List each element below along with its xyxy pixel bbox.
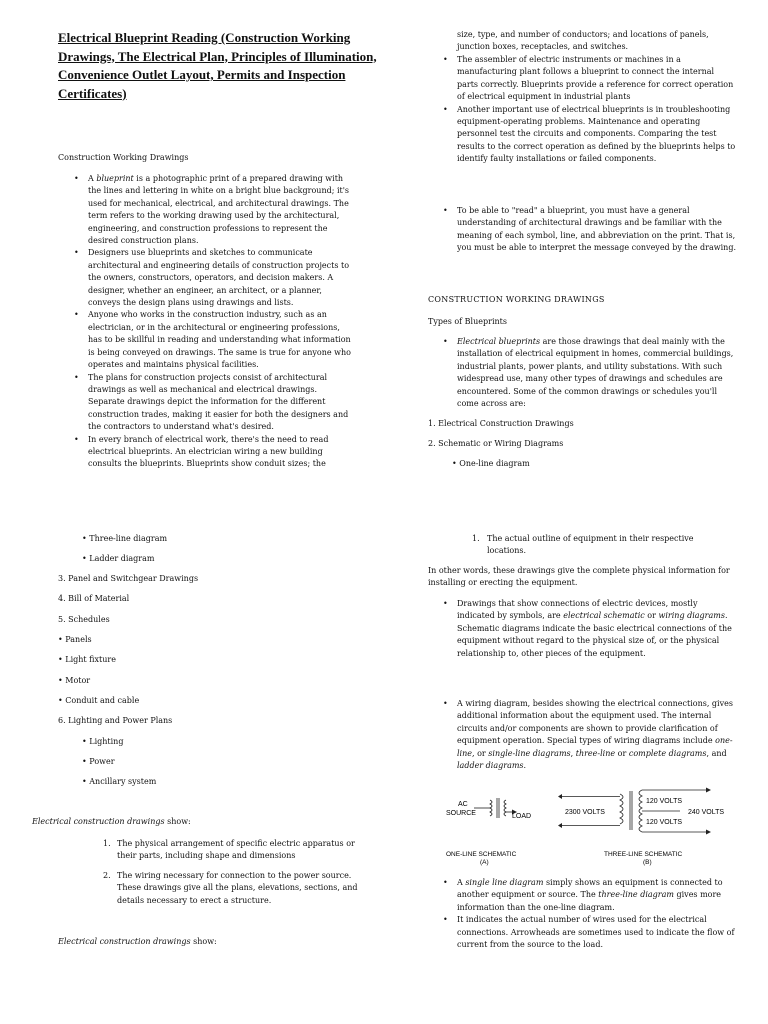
sub-item: • One-line diagram [452, 459, 530, 468]
section-heading-caps: CONSTRUCTION WORKING DRAWINGS [428, 295, 605, 304]
list-item: • In every branch of electrical work, there's the need to read electrical blueprints. An electrician wiring a new building consults the blueprints. Blueprints show conduit sizes; the [74, 434, 354, 471]
voltage-120-bottom: 120 VOLTS [646, 819, 683, 826]
numbered-num: 1. [103, 839, 111, 848]
caption-a-title: ONE-LINE SCHEMATIC [446, 851, 517, 858]
schematic-figure [440, 782, 740, 868]
list-item: • A wiring diagram, besides showing the electrical connections, gives additional information about the equipment used. The internal circuits and/or components are shown to provide clarification of equipment operation. Special types of wiring diagrams include one-line, or single-line diagrams, three-line or complete diagrams, and ladder diagrams. [443, 698, 737, 772]
caption-b-title: THREE-LINE SCHEMATIC [604, 851, 683, 858]
voltage-120-top: 120 VOLTS [646, 798, 683, 805]
numbered-item: 2. Schematic or Wiring Diagrams [428, 439, 564, 448]
numbered-num: 2. [103, 871, 111, 880]
sub-item: • Lighting [82, 737, 124, 746]
source-label: SOURCE [446, 810, 476, 817]
page-title: Electrical Blueprint Reading (Construction Working Drawings, The Electrical Plan, Principles of Illumination, Convenience Outlet Layout, Permits and Inspection Certificates) [58, 30, 377, 101]
numbered-item: The actual outline of equipment in their respective locations. [487, 534, 694, 556]
numbered-item: 1. Electrical Construction Drawings [428, 419, 574, 428]
list-item: • To be able to "read" a blueprint, you must have a general understanding of architectural drawings and be familiar with the meaning of each symbol, line, and abbreviation on the print. That is, you must be able to interpret the message conveyed by the drawing. [443, 205, 737, 255]
wiring-bullet [443, 698, 737, 772]
intro-bullets [74, 173, 354, 471]
list-item: • Another important use of electrical blueprints is in troubleshooting equipment-operating problems. Maintenance and operating personnel test the circuits and components. Comparing the test results to the correct operation as defined by the blueprints helps to identify faulty installations or failed components. [443, 104, 737, 166]
caption-b-label: (B) [643, 859, 652, 866]
numbered-item: The physical arrangement of specific electric apparatus or their parts, including shape and dimensions [117, 839, 355, 861]
list-item: • Designers use blueprints and sketches to communicate architectural and engineering details of construction projects to the owners, constructors, operators, and decision makers. A designer, whether an engineer, an architect, or a planner, conveys the design plans using drawings and lists. [74, 247, 354, 309]
blueprint-use-bullets [443, 54, 737, 166]
sub-item: • Light fixture [58, 655, 116, 664]
list-item: • Anyone who works in the construction industry, such as an electrician, or in the architectural or engineering professions, has to be skillful in reading and understanding what information is being conveyed on drawings. The same is true for anyone who operates and maintains physical facilities. [74, 309, 354, 371]
numbered-item: 3. Panel and Switchgear Drawings [58, 574, 199, 583]
section-heading: Construction Working Drawings [58, 153, 189, 162]
sub-item: • Three-line diagram [82, 534, 168, 543]
numbered-item: The wiring necessary for connection to the power source. These drawings give all the plans, elevations, sections, and details necessary to erect a structure. [117, 871, 358, 905]
numbered-num: 1. [472, 534, 480, 543]
paragraph: In other words, these drawings give the complete physical information for installing or erecting the equipment. [428, 566, 730, 588]
continuation-text: size, type, and number of conductors; and locations of panels, junction boxes, receptacles, and switches. [457, 30, 709, 52]
read-blueprint-bullet [443, 205, 737, 255]
subheading: Types of Blueprints [428, 317, 507, 326]
sub-item: • Ladder diagram [82, 554, 155, 563]
electrical-blueprint-bullet [443, 336, 737, 410]
three-line-schematic [558, 788, 724, 867]
voltage-2300: 2300 VOLTS [565, 809, 605, 816]
one-line-schematic [446, 798, 531, 866]
diagram-bullets [443, 877, 737, 951]
list-item: • The plans for construction projects consist of architectural drawings as well as mechanical and electrical drawings. Separate drawings depict the information for the different construction trades, making it easier for both the designers and the contractors to understand what's desired. [74, 372, 354, 434]
numbered-item: 5. Schedules [58, 615, 110, 624]
sub-item: • Power [82, 757, 115, 766]
list-item: • A single line diagram simply shows an equipment is connected to another equipment or source. The three-line diagram gives more information than the one-line diagram. [443, 877, 737, 914]
sub-item: • Ancillary system [82, 777, 157, 786]
list-item: • Electrical blueprints are those drawings that deal mainly with the installation of electrical equipment in homes, commercial buildings, industrial plants, power plants, and utility substations. With such widespread use, many other types of drawings and schedules are encountered. Some of the common drawings or schedules you'll come across are: [443, 336, 737, 410]
sub-item: • Conduit and cable [58, 696, 140, 705]
caption-a-label: (A) [480, 859, 489, 866]
list-item: • It indicates the actual number of wires used for the electrical connections. Arrowheads are sometimes used to indicate the flow of current from the source to the load. [443, 914, 737, 951]
schematic-bullet [443, 598, 737, 660]
ac-label: AC [458, 801, 468, 808]
sub-item: • Panels [58, 635, 92, 644]
sub-item: • Motor [58, 676, 91, 685]
numbered-item: 4. Bill of Material [58, 594, 130, 603]
numbered-item: 6. Lighting and Power Plans [58, 716, 173, 725]
load-label: LOAD [512, 813, 532, 820]
show-label: Electrical construction drawings show: [32, 817, 191, 826]
list-item: • The assembler of electric instruments or machines in a manufacturing plant follows a blueprint to connect the internal parts correctly. Blueprints provide a reference for correct operation of electrical equipment in industrial plants [443, 54, 737, 104]
voltage-240: 240 VOLTS [688, 809, 725, 816]
show-label: Electrical construction drawings show: [58, 937, 217, 946]
list-item: • Drawings that show connections of electric devices, mostly indicated by symbols, are electrical schematic or wiring diagrams. Schematic diagrams indicate the basic electrical connections of the equipment without regard to the physical size of, or the physical relationship to, other pieces of the equipment. [443, 598, 737, 660]
list-item: • A blueprint is a photographic print of a prepared drawing with the lines and lettering in white on a bright blue background; it's used for mechanical, electrical, and architectural drawings. The term refers to the working drawing used by the architectural, engineering, and construction professions to represent the desired construction plans. [74, 173, 354, 247]
